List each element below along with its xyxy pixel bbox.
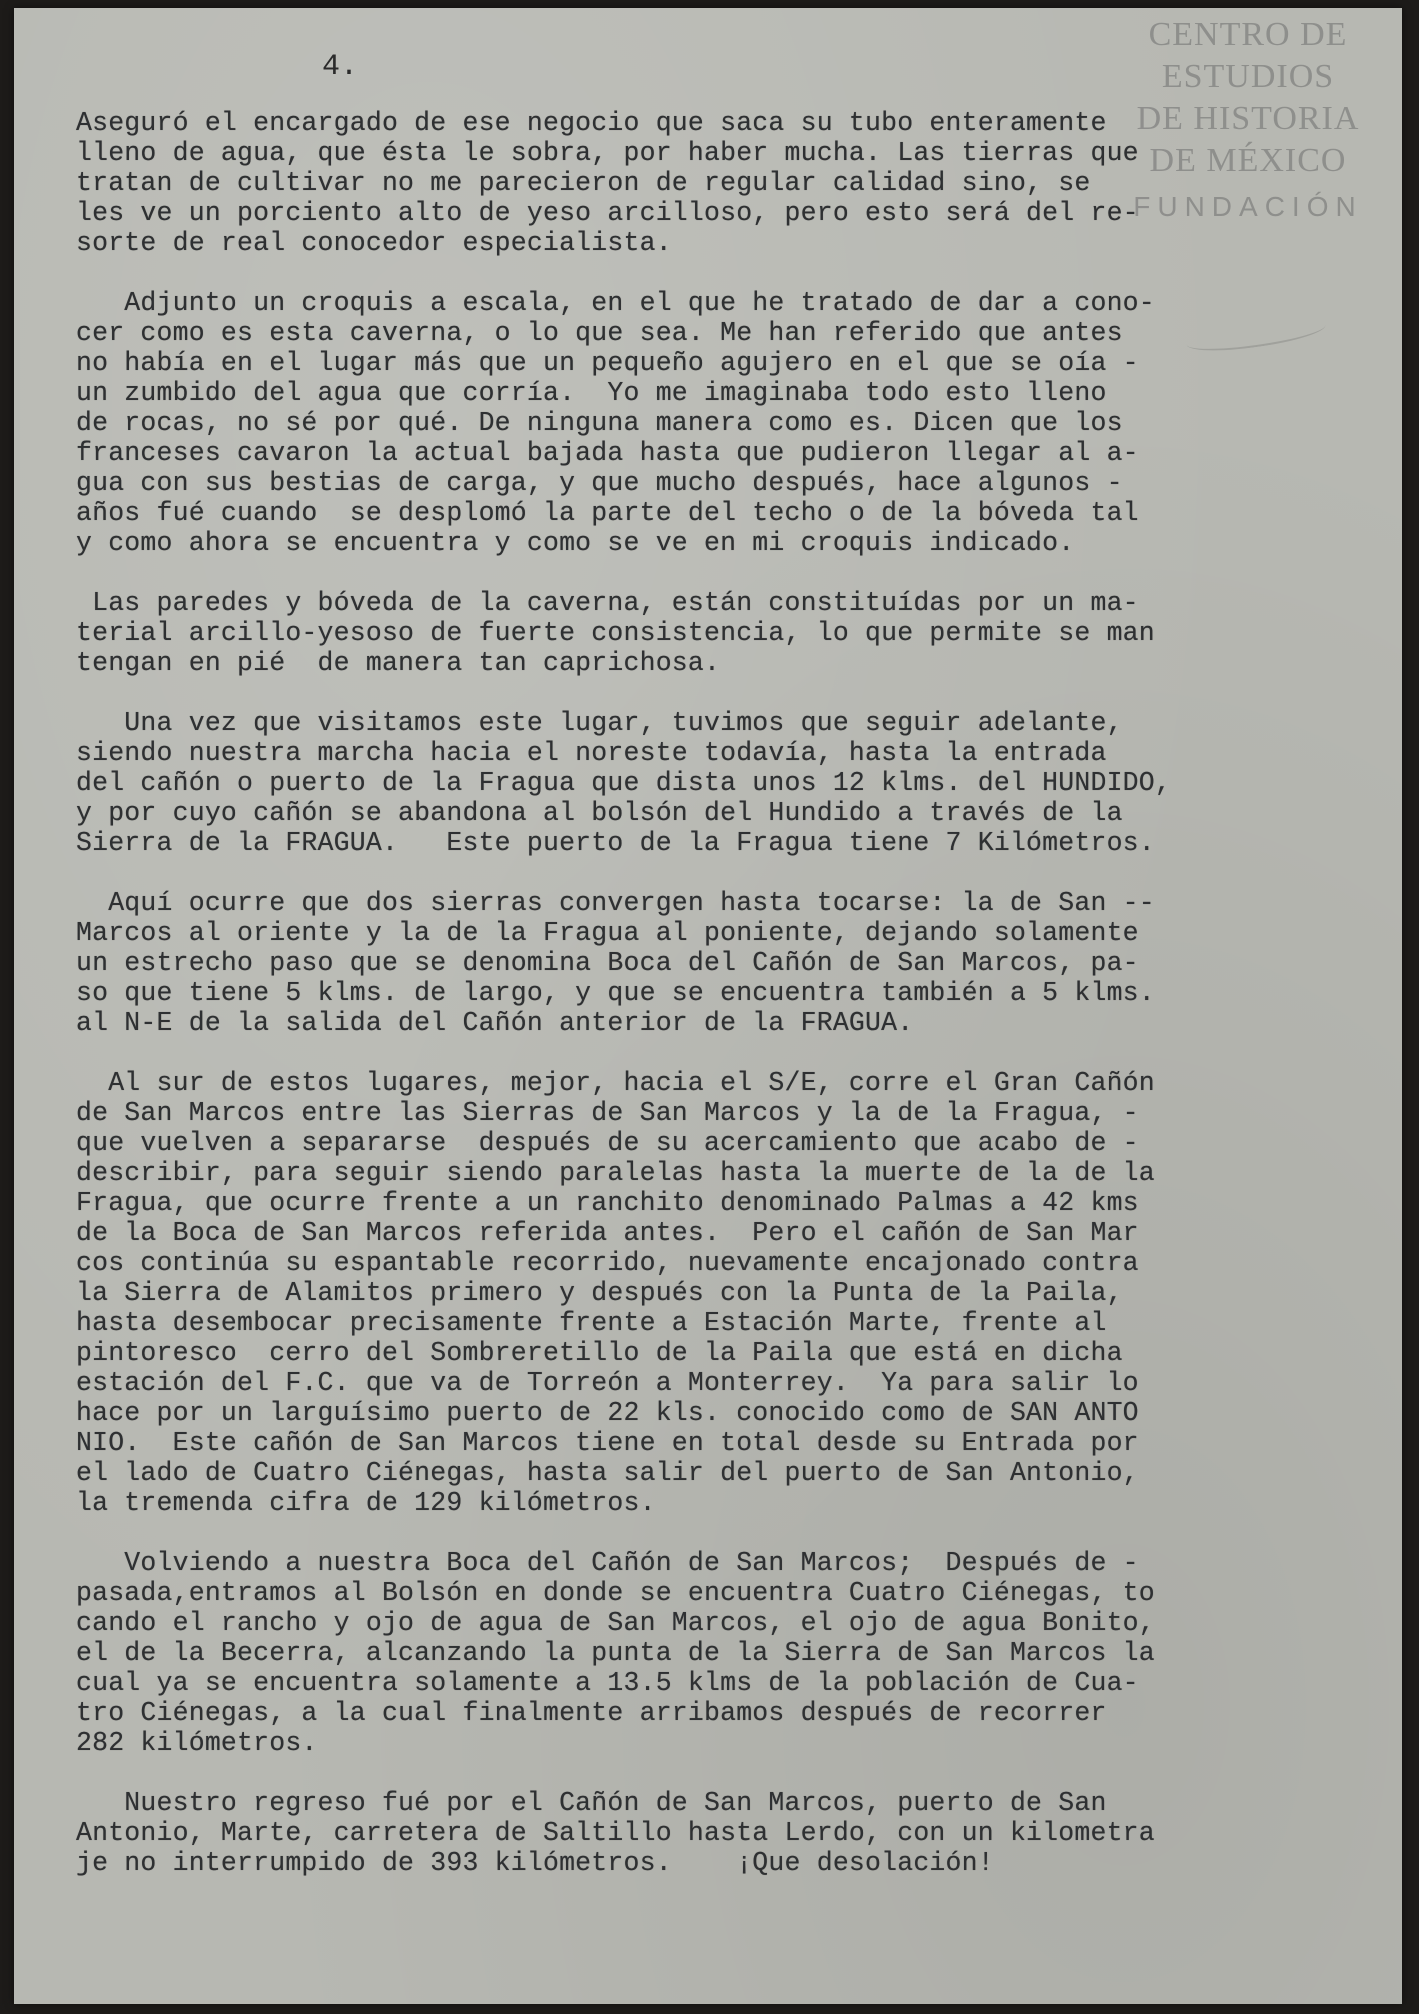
text-line: je no interrumpido de 393 kilómetros. ¡Que desolación!: [76, 1848, 994, 1878]
text-line: siendo nuestra marcha hacia el noreste todavía, hasta la entrada: [76, 738, 1107, 768]
text-line: 282 kilómetros.: [76, 1728, 318, 1758]
watermark-line-3: DE HISTORIA: [1136, 100, 1360, 137]
text-line: cer como es esta caverna, o lo que sea. Me han referido que antes: [76, 318, 1123, 348]
paragraph: [76, 588, 1396, 678]
page-number: 4.: [322, 50, 359, 84]
text-line: un estrecho paso que se denomina Boca del Cañón de San Marcos, pa-: [76, 948, 1139, 978]
text-line: Nuestro regreso fué por el Cañón de San Marcos, puerto de San: [76, 1788, 1107, 1818]
text-line: Fragua, que ocurre frente a un ranchito denominado Palmas a 42 kms: [76, 1188, 1139, 1218]
text-line: tengan en pié de manera tan caprichosa.: [76, 648, 721, 678]
text-line: de San Marcos entre las Sierras de San Marcos y la de la Fragua, -: [76, 1098, 1139, 1128]
text-line: Al sur de estos lugares, mejor, hacia el S/E, corre el Gran Cañón: [76, 1068, 1155, 1098]
text-line: Volviendo a nuestra Boca del Cañón de San Marcos; Después de -: [76, 1548, 1139, 1578]
text-line: hace por un larguísimo puerto de 22 kls. conocido como de SAN ANTO: [76, 1398, 1139, 1428]
text-line: tro Ciénegas, a la cual finalmente arribamos después de recorrer: [76, 1698, 1107, 1728]
text-line: Aseguró el encargado de ese negocio que saca su tubo enteramente: [76, 108, 1107, 138]
text-line: les ve un porciento alto de yeso arcilloso, pero esto será del re-: [76, 198, 1139, 228]
text-line: cando el rancho y ojo de agua de San Marcos, el ojo de agua Bonito,: [76, 1608, 1155, 1638]
text-line: so que tiene 5 klms. de largo, y que se encuentra también a 5 klms.: [76, 978, 1155, 1008]
text-line: que vuelven a separarse después de su acercamiento que acabo de -: [76, 1128, 1139, 1158]
text-line: de rocas, no sé por qué. De ninguna manera como es. Dicen que los: [76, 408, 1123, 438]
text-line: Antonio, Marte, carretera de Saltillo hasta Lerdo, con un kilometra: [76, 1818, 1155, 1848]
watermark-line-1: CENTRO DE: [1148, 16, 1348, 53]
text-line: terial arcillo-yesoso de fuerte consistencia, lo que permite se man: [76, 618, 1155, 648]
paragraph: [76, 108, 1396, 258]
text-line: estación del F.C. que va de Torreón a Monterrey. Ya para salir lo: [76, 1368, 1139, 1398]
text-line: la Sierra de Alamitos primero y después con la Punta de la Paila,: [76, 1278, 1123, 1308]
paragraph: [76, 288, 1396, 558]
text-line: Marcos al oriente y la de la Fragua al poniente, dejando solamente: [76, 918, 1139, 948]
document-page: [14, 8, 1402, 2004]
typewritten-body: [76, 108, 1396, 1878]
text-line: un zumbido del agua que corría. Yo me imaginaba todo esto lleno: [76, 378, 1107, 408]
text-line: del cañón o puerto de la Fragua que dista unos 12 klms. del HUNDIDO,: [76, 768, 1171, 798]
text-line: y como ahora se encuentra y como se ve en mi croquis indicado.: [76, 528, 1075, 558]
text-line: lleno de agua, que ésta le sobra, por haber mucha. Las tierras que: [76, 138, 1139, 168]
text-line: el de la Becerra, alcanzando la punta de la Sierra de San Marcos la: [76, 1638, 1155, 1668]
watermark-line-2: ESTUDIOS: [1161, 58, 1335, 95]
paragraph: [76, 1068, 1396, 1518]
text-line: Aquí ocurre que dos sierras convergen hasta tocarse: la de San --: [76, 888, 1155, 918]
text-line: no había en el lugar más que un pequeño agujero en el que se oía -: [76, 348, 1139, 378]
text-line: hasta desembocar precisamente frente a Estación Marte, frente al: [76, 1308, 1107, 1338]
text-line: franceses cavaron la actual bajada hasta que pudieron llegar al a-: [76, 438, 1139, 468]
text-line: y por cuyo cañón se abandona al bolsón del Hundido a través de la: [76, 798, 1123, 828]
text-line: Adjunto un croquis a escala, en el que he tratado de dar a cono-: [76, 288, 1155, 318]
watermark-line-4: DE MÉXICO: [1149, 142, 1347, 179]
text-line: el lado de Cuatro Ciénegas, hasta salir del puerto de San Antonio,: [76, 1458, 1139, 1488]
text-line: al N-E de la salida del Cañón anterior de la FRAGUA.: [76, 1008, 914, 1038]
text-line: Sierra de la FRAGUA. Este puerto de la Fragua tiene 7 Kilómetros.: [76, 828, 1155, 858]
text-line: NIO. Este cañón de San Marcos tiene en total desde su Entrada por: [76, 1428, 1139, 1458]
text-line: gua con sus bestias de carga, y que mucho después, hace algunos -: [76, 468, 1123, 498]
text-line: pintoresco cerro del Sombreretillo de la Paila que está en dicha: [76, 1338, 1123, 1368]
text-line: tratan de cultivar no me parecieron de regular calidad sino, se: [76, 168, 1091, 198]
text-line: de la Boca de San Marcos referida antes. Pero el cañón de San Mar: [76, 1218, 1139, 1248]
text-line: cos continúa su espantable recorrido, nuevamente encajonado contra: [76, 1248, 1139, 1278]
text-line: Una vez que visitamos este lugar, tuvimos que seguir adelante,: [76, 708, 1123, 738]
text-line: describir, para seguir siendo paralelas hasta la muerte de la de la: [76, 1158, 1155, 1188]
paragraph: [76, 888, 1396, 1038]
text-line: sorte de real conocedor especialista.: [76, 228, 672, 258]
paragraph: [76, 708, 1396, 858]
paragraph: [76, 1788, 1396, 1878]
text-line: la tremenda cifra de 129 kilómetros.: [76, 1488, 656, 1518]
text-line: años fué cuando se desplomó la parte del techo o de la bóveda tal: [76, 498, 1139, 528]
paragraph: [76, 1548, 1396, 1758]
watermark-line-5: FUNDACIÓN: [1133, 191, 1363, 222]
text-line: Las paredes y bóveda de la caverna, están constituídas por un ma-: [76, 588, 1139, 618]
text-line: cual ya se encuentra solamente a 13.5 klms de la población de Cua-: [76, 1668, 1139, 1698]
text-line: pasada,entramos al Bolsón en donde se encuentra Cuatro Ciénegas, to: [76, 1578, 1155, 1608]
